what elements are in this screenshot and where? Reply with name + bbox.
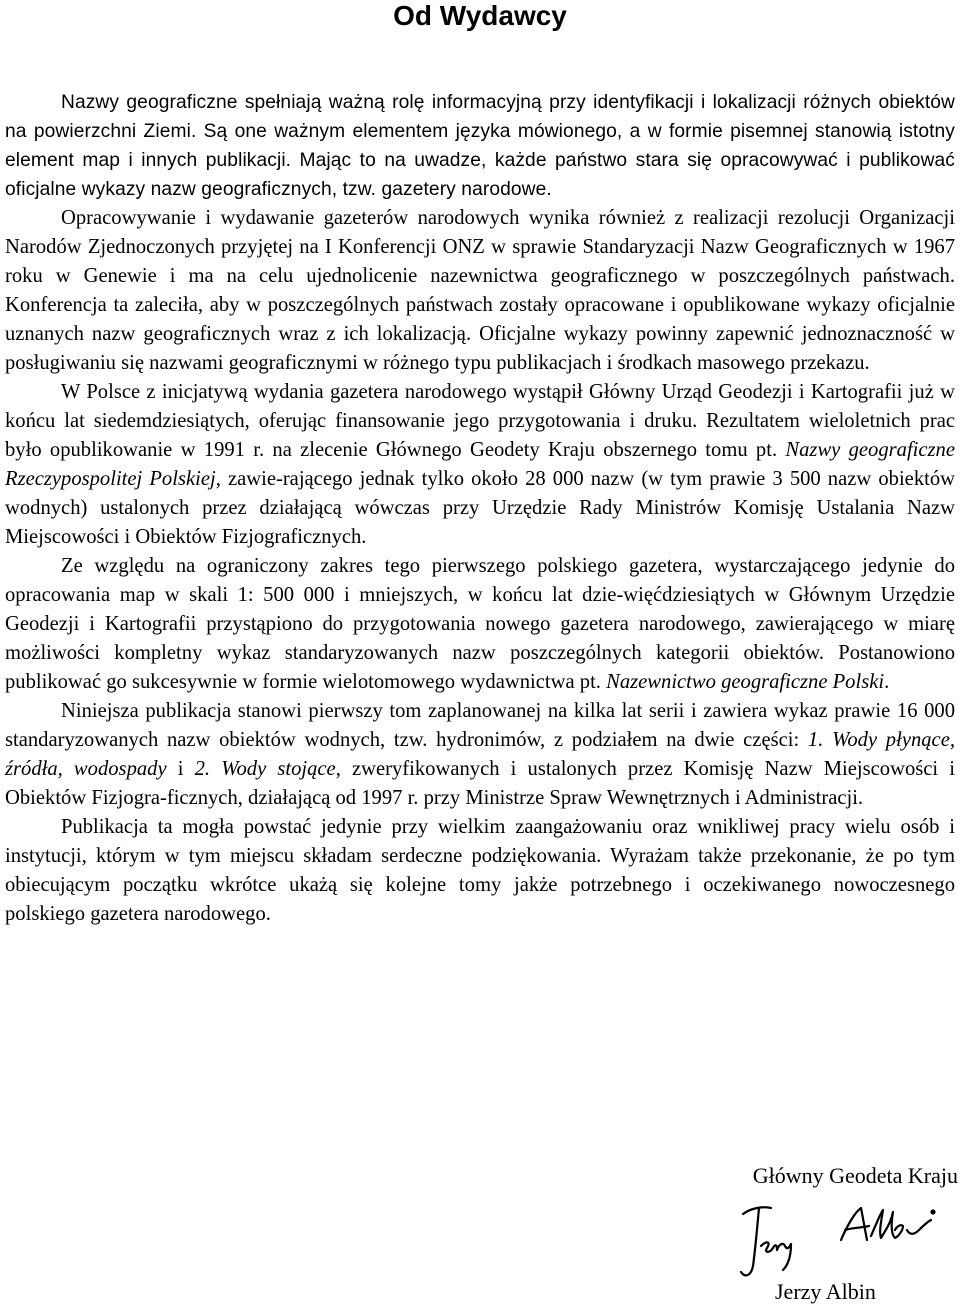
- document-body: [5, 88, 955, 929]
- paragraph-text: Nazwy geograficzne spełniają ważną rolę informacyjną przy identyfikacji i lokalizacji różnych obiektów na powierzchni Ziemi. Są one ważnym elementem języka mówionego, a w formie pisemnej stanowią istotny element map i innych publikacji. Mając to na uwadze, każde państwo stara się opracowywać i publikować oficjalne wykazy nazw geograficznych, tzw. gazetery narodowe.: [5, 92, 955, 200]
- paragraph: [5, 552, 955, 697]
- italic-title: 2. Wody stojące: [194, 758, 336, 780]
- signatory-name: Jerzy Albin: [775, 1279, 876, 1304]
- page-title: Od Wydawcy: [393, 0, 567, 31]
- document-page: [5, 0, 955, 929]
- paragraph-text: Ze względu na ograniczony zakres tego pierwszego polskiego gazetera, wystarczającego jedynie do opracowania map w skali 1: 500 000 i mniejszych, w końcu lat dzie-więćdziesiątych w Głównym Urzędzie Geodezji i Kartografii przystąpiono do przygotowania nowego gazetera narodowego, zawierającego w miarę możliwości kompletny wykaz standaryzowanych nazw poszczególnych kategorii obiektów. Postanowiono publikować go sukcesywnie w formie wielotomowego wydawnictwa pt.: [5, 555, 955, 693]
- paragraph-text: Opracowywanie i wydawanie gazeterów narodowych wynika również z realizacji rezolucji Organizacji Narodów Zjednoczonych przyjętej na I Konferencji ONZ w sprawie Standaryzacji Nazw Geograficznych w 1967 roku w Genewie i ma na celu ujednolicenie nazewnictwa geograficznego w poszczególnych państwach. Konferencja ta zaleciła, aby w poszczególnych państwach zostały opracowane i opublikowane wykazy oficjalnie uznanych nazw geograficznych wraz z ich lokalizacją. Oficjalne wykazy powinny zapewnić jednoznaczność w posługiwaniu się nazwami geograficznymi w różnego typu publikacjach i środkach masowego przekazu.: [5, 207, 955, 374]
- paragraph-text: i: [166, 758, 195, 780]
- paragraph-text: W Polsce z inicjatywą wydania gazetera narodowego wystąpił Główny Urząd Geodezji i Kartografii już w końcu lat siedemdziesiątych, oferując finansowanie jego przygotowania i druku. Rezultatem wieloletnich prac było opublikowanie w 1991 r. na zlecenie Głównego Geodety Kraju obszernego tomu pt.: [5, 381, 955, 461]
- paragraph: [5, 378, 955, 552]
- signatory-role: Główny Geodeta Kraju: [752, 1163, 958, 1188]
- paragraph-text: .: [884, 671, 890, 693]
- paragraph-text: , zweryfikowanych i ustalonych przez Komisję Nazw Miejscowości i Obiektów Fizjogra-ficznych, działającą od 1997 r. przy Ministrze Spraw Wewnętrznych i Administracji.: [5, 758, 955, 809]
- italic-title: 1. Wody płynące, źródła, wodospady: [5, 729, 955, 780]
- paragraph: [5, 88, 955, 204]
- paragraph: [5, 204, 955, 378]
- paragraph: [5, 697, 955, 813]
- italic-title: Nazwy geograficzne Rzeczypospolitej Polskiej: [5, 439, 955, 490]
- paragraph-text: Publikacja ta mogła powstać jedynie przy wielkim zaangażowaniu oraz wnikliwej pracy wielu osób i instytucji, którym w tym miejscu składam serdeczne podziękowania. Wyrażam także przekonanie, że po tym obiecującym początku wkrótce ukażą się kolejne tomy jakże potrzebnego i oczekiwanego nowoczesnego polskiego gazetera narodowego.: [5, 816, 955, 925]
- paragraph-text: Niniejsza publikacja stanowi pierwszy tom zaplanowanej na kilka lat serii i zawiera wykaz prawie 16 000 standaryzowanych nazw obiektów wodnych, tzw. hydronimów, z podziałem na dwie części:: [5, 700, 955, 751]
- italic-title: Nazewnictwo geograficzne Polski: [606, 671, 885, 693]
- handwritten-signature: [737, 1200, 947, 1290]
- paragraph-text: , zawie-rającego jednak tylko około 28 000 nazw (w tym prawie 3 500 nazw obiektów wodnych) ustalonych przez działającą wówczas przy Urzędzie Rady Ministrów Komisję Ustalania Nazw Miejscowości i Obiektów Fizjograficznych.: [5, 468, 956, 548]
- paragraph: [5, 813, 955, 929]
